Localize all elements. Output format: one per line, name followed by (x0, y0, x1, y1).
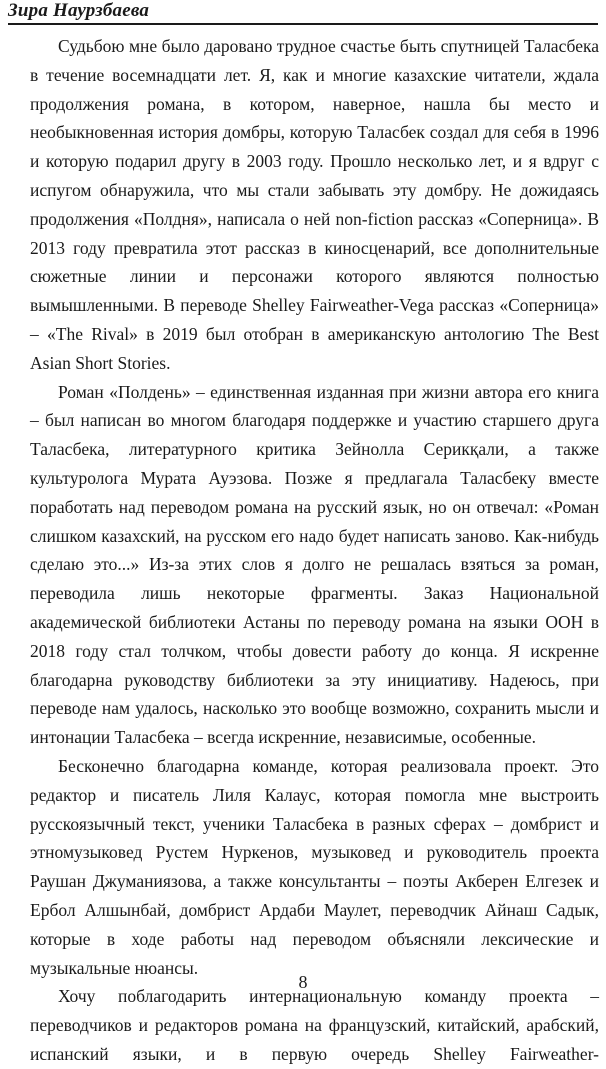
paragraph-2: Роман «Полдень» – единственная изданная при жизни автора его книга – был написан во многом благодаря поддержке и участию старшего друга Таласбека, литературного критика Зейнолла Серикқали, а также культуролога Мурата Ауэзова. Позже я предлагала Таласбеку вместе поработать над переводом романа на русский язык, но он отвечал: «Роман слишком казахский, на русском его надо будет написать заново. Как-нибудь сделаю это...» Из-за этих слов я долго не решалась взяться за роман, переводила лишь некоторые фрагменты. Заказ Национальной академической библиотеки Астаны по переводу романа на языки ООН в 2018 году стал толчком, чтобы довести работу до конца. Я искренне благодарна руководству библиотеки за эту инициативу. Надеюсь, при переводе нам удалось, насколько это вообще возможно, сохранить мысли и интонации Таласбека – всегда искренние, независимые, особенные. (30, 381, 599, 748)
body-text (30, 32, 599, 1069)
header-rule (8, 23, 598, 25)
running-header (8, 0, 598, 24)
running-header-author: Зира Наурзбаева (8, 0, 150, 21)
paragraph-4: Хочу поблагодарить интернациональную команду проекта – переводчиков и редакторов романа на французский, китайский, арабский, испанский языки, и в первую очередь Shelley Fairweather- (30, 986, 599, 1064)
paragraph-1: Судьбою мне было даровано трудное счастье быть спутницей Таласбека в течение восемнадцати лет. Я, как и многие казахские читатели, ждала продолжения романа, в котором, наверное, нашла бы место и необыкновенная история домбры, которую Таласбек создал для себя в 1996 и которую подарил другу в 2003 году. Прошло несколько лет, и я вдруг с испугом обнаружила, что мы стали забывать эту домбру. Не дожидаясь продолжения «Полдня», написала о ней non-fiction рассказ «Соперница». В 2013 году превратила этот рассказ в киносценарий, все дополнительные сюжетные линии и персонажи которого являются полностью вымышленными. В переводе Shelley Fairweather-Vega рассказ «Соперница» – «The Rival» в 2019 был отобран в американскую антологию The Best Asian Short Stories. (30, 36, 599, 373)
page-number: 8 (298, 972, 308, 992)
paragraph-3: Бесконечно благодарна команде, которая реализовала проект. Это редактор и писатель Лиля Калаус, которая помогла мне выстроить русскоязычный текст, ученики Таласбека в разных сферах – домбрист и этномузыковед Рустем Нуркенов, музыковед и руководитель проекта Раушан Джуманиязова, а также консультанты – поэты Акберен Елгезек и Ербол Алшынбай, домбрист Ардаби Маулет, переводчик Айнаш Садык, которые в ходе работы над переводом объясняли лексические и музыкальные нюансы. (30, 755, 599, 978)
